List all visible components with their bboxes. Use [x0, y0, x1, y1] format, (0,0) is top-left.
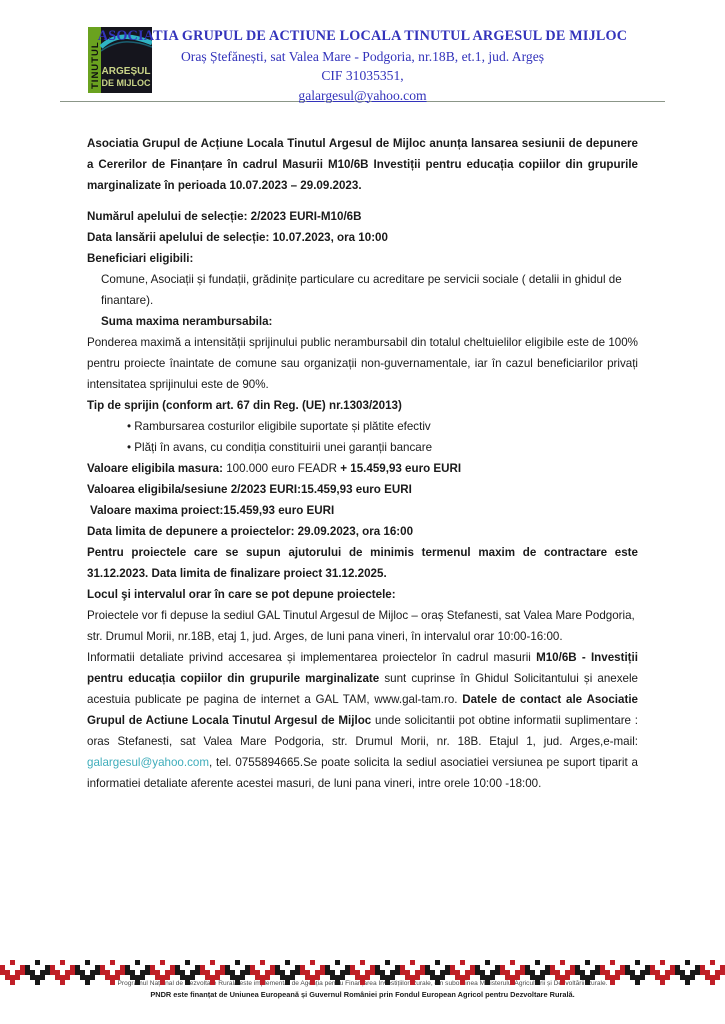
location-text: Proiectele vor fi depuse la sediul GAL Tinutul Argesul de Mijloc – oraș Stefanesti, sat Valea Mare Podgoria, str. Drumul Morii, nr.18B, etaj 1, jud. Arges, de luni pana vineri, în intervalul orar 10:00-16:00. [87, 609, 635, 643]
footer-pndr-text: PNDR este finanțat de Uniunea Europeană și Guvernul României prin Fondul European Agricol pentru Dezvoltare Rurală. [150, 990, 575, 999]
support-type-heading: Tip de sprijin (conform art. 67 din Reg. (UE) nr.1303/2013) [87, 399, 402, 412]
session-value-line: Valoarea eligibila/sesiune 2/2023 EURI:15.459,93 euro EURI [87, 483, 412, 496]
info-text-3: unde solicitantii pot obtine informatii suplimentare : oras Stefanesti, sat Valea Mare Podgoria, str. Drumul Morii, nr. 18B. Etajul 1, jud. Arges,e-mail: [87, 714, 638, 748]
location-heading: Locul şi intervalul orar în care se pot depune proiectele: [87, 588, 396, 601]
max-project-value-line: Valoare maxima proiect:15.459,93 euro EURI [90, 504, 335, 517]
info-text-2: sunt cuprinse în Ghidul Solicitantului și anexele acestuia publicate pe pagina de internet a GAL TAM, www.gal-tam.ro. [87, 672, 638, 706]
support-bullet-1: • Rambursarea costurilor eligibile suportate și plătite efectiv [87, 416, 638, 437]
association-cif: CIF 31035351, [321, 68, 404, 83]
eligible-value-bold: + 15.459,93 euro EURI [340, 462, 462, 475]
info-measure-bold: M10/6B - Investiții pentru educația copiilor din grupurile marginalizate [87, 651, 638, 685]
info-text-4: , tel. 0755894665.Se poate solicita la sediul asociatiei versiunea pe suport tiparit a informatiei detaliate aferente acestei masuri, de luni pana vineri, intre orele 10:00 -18:00. [87, 756, 638, 790]
eligible-value-normal: 100.000 euro FEADR [222, 462, 341, 475]
beneficiaries-text: Comune, Asociații și fundații, grădinițe particulare cu acreditare pe servicii sociale ( detalii in ghidul de finantare). [101, 273, 622, 307]
intro-paragraph: Asociatia Grupul de Acțiune Locala Tinutul Argesul de Mijloc anunța lansarea sesiunii de depunere a Cererilor de Finanțare în cadrul Masurii M10/6B Investiții pentru educația copiilor din grupurile marginalizate în perioada 10.07.2023 – 29.09.2023. [87, 137, 638, 192]
logo-vertical-text: TINUTUL [90, 41, 101, 89]
info-paragraph [87, 647, 638, 794]
logo-name-line1: ARGEȘUL [101, 66, 151, 77]
association-address: Oraș Ștefănești, sat Valea Mare - Podgoria, nr.18B, et.1, jud. Argeș [180, 48, 545, 64]
eligible-value-line [87, 458, 638, 479]
call-date-line: Data lansării apelului de selecție: 10.07.2023, ora 10:00 [87, 231, 388, 244]
header-email-link[interactable]: galargesul@yahoo.com [298, 87, 427, 103]
header-text-block [0, 27, 725, 105]
logo-name-line2: DE MIJLOC [101, 78, 151, 88]
info-text-1: Informatii detaliate privind accesarea și implementarea proiectelor în cadrul masurii [87, 651, 537, 664]
association-title: ASOCIATIA GRUPUL DE ACTIUNE LOCALA TINUTUL ARGESUL DE MIJLOC [97, 28, 628, 44]
eligible-value-label: Valoare eligibila masura: [87, 462, 223, 475]
document-body [87, 133, 638, 794]
call-number-line: Numărul apelului de selecție: 2/2023 EURI-M10/6B [87, 210, 362, 223]
header [0, 0, 725, 105]
max-amount-text: Ponderea maximă a intensității sprijinului public nerambursabil din totalul cheltuielilor eligibile este de 100% pentru proiecte înaintate de comune sau organizații non-guvernamentale, iar în cazul beneficiarilor privați intensitatea sprijinului este de 90%. [87, 336, 638, 391]
max-amount-heading: Suma maxima nerambursabila: [101, 315, 273, 328]
beneficiaries-heading: Beneficiari eligibili: [87, 252, 194, 265]
body-email-link[interactable]: galargesul@yahoo.com [87, 756, 209, 769]
info-contact-bold: Datele de contact ale Asociatie Grupul de Actiune Locala Tinutul Argesul de Mijloc [87, 693, 638, 727]
minimis-paragraph: Pentru proiectele care se supun ajutorului de minimis termenul maxim de contractare este 31.12.2023. Data limita de finalizare proiect 31.12.2025. [87, 546, 638, 580]
traditional-border-pattern [0, 960, 725, 985]
deadline-line: Data limita de depunere a proiectelor: 29.09.2023, ora 16:00 [87, 525, 414, 538]
support-bullet-2: • Plăți în avans, cu condiția constituirii unei garanții bancare [87, 437, 638, 458]
